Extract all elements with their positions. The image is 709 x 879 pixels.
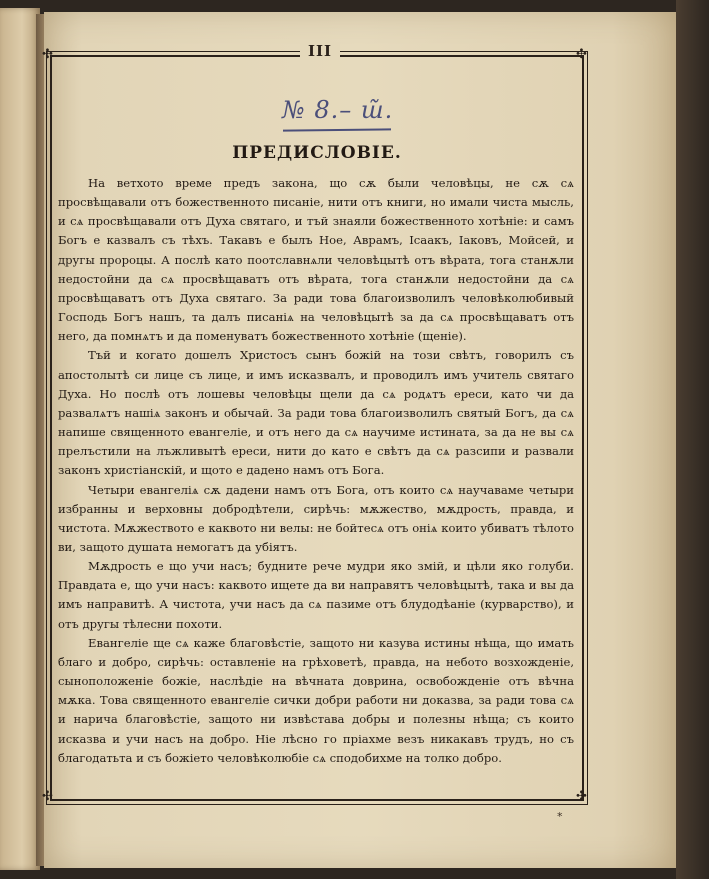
paragraph-5: Евангеліе ще сѧ каже благовѣстіе, защото ни казува истины нѣща, що имать благо и добро, сирѣчь: оставленіе на грѣховетѣ, правда, на небото возхожденіе, сыноположеніе божіе, наслѣдіе на вѣчната доврина, освобожденіе отъ вѣчна мѫка. Това священното евангеліе сички добри работи ни доказва, за ради това сѧ и нарича благовѣстіе, защото ни извѣстава добры и полезны нѣща; съ които исказва и учи насъ на добро. Ніе лѣсно го пріахме везъ никакавъ трудъ, но съ благодатьта и съ божіето человѣколюбіе сѧ сподобихме на толко добро. [58,635,574,765]
footer-asterisk: * [557,810,563,823]
preface-title: ПРЕДИСЛОВІЕ. [232,143,402,163]
handwritten-catalog-note: № 8.– ш̃. [282,96,394,124]
corner-ornament-top-left: ✣ [42,47,53,62]
paragraph-4: Мѫдрость е що учи насъ; будните рече мудри яко змій, и цѣли яко голуби. Правдата е, що учи насъ: каквото ищете да ви направятъ человѣцытѣ, така и вы да имъ направитѣ. А чистота, учи насъ да сѧ пазиме отъ блудодѣаніе (курварство), и отъ другы тѣлесни похоти. [58,559,574,631]
left-page-edge [0,8,40,870]
page-number: III [300,42,340,60]
paragraph-2: Тъй и когато дошелъ Христосъ сынъ божій на този свѣтъ, говорилъ съ апостолытѣ си лице съ лице, и имъ исказвалъ, и проводилъ имъ учитель святаго Духа. Но послѣ отъ лошевы человѣцы щели да сѧ родѧтъ ереси, като чи да развалѧтъ нашіѧ законъ и обычай. За ради това благоизволилъ святый Богъ, да сѧ напише священното евангеліе, и отъ него да сѧ научиме истината, за да не вы сѧ прелъстили на лъжливытѣ ереси, нити до като е свѣтъ да сѧ разсипи и развали законъ христіанскій, и щото е дадено намъ отъ Бога. [58,348,574,478]
paragraph-1: На ветхото време предъ закона, що сѫ были человѣцы, не сѫ сѧ просвѣщавали отъ божественното писаніе, нити отъ книги, но имали чиста мысль, и сѧ просвѣщавали отъ Духа святаго, и тъй знаяли божественното хотѣніе: и самъ Богъ е казвалъ съ тѣхъ. Такавъ е былъ Ное, Аврамъ, Ісаакъ, Іаковъ, Мойсей, и другы пророцы. А послѣ като поотславнѧли человѣцытѣ отъ вѣрата, тога станѫли недостойни да сѧ просвѣщаватъ отъ вѣрата, тога станѫли недостойни да сѧ просвѣщаватъ отъ Духа святаго. За ради това благоизволилъ человѣколюбивый Господь Богъ нашъ, та далъ писаніѧ на человѣцытѣ за да сѧ просвѣщаватъ отъ него, да помнѧтъ и да поменуватъ божественното хотѣніе (щеніе). [58,176,574,344]
corner-ornament-bottom-left: ✣ [42,789,53,804]
preface-body [58,174,574,768]
corner-ornament-bottom-right: ✣ [576,789,587,804]
corner-ornament-top-right: ✣ [576,47,587,62]
paragraph-3: Четыри евангеліѧ сѫ дадени намъ отъ Бога, отъ които сѧ научаваме четыри избранны и верховны добродѣтели, сирѣчь: мѫжество, мѫдрость, правда, и чистота. Мѫжеството е каквото ни велы: не бойтесѧ отъ оніѧ които убиватъ тѣлото ви, защото душата немогатъ да убіятъ. [58,482,574,554]
book-cover-edge [676,0,709,879]
